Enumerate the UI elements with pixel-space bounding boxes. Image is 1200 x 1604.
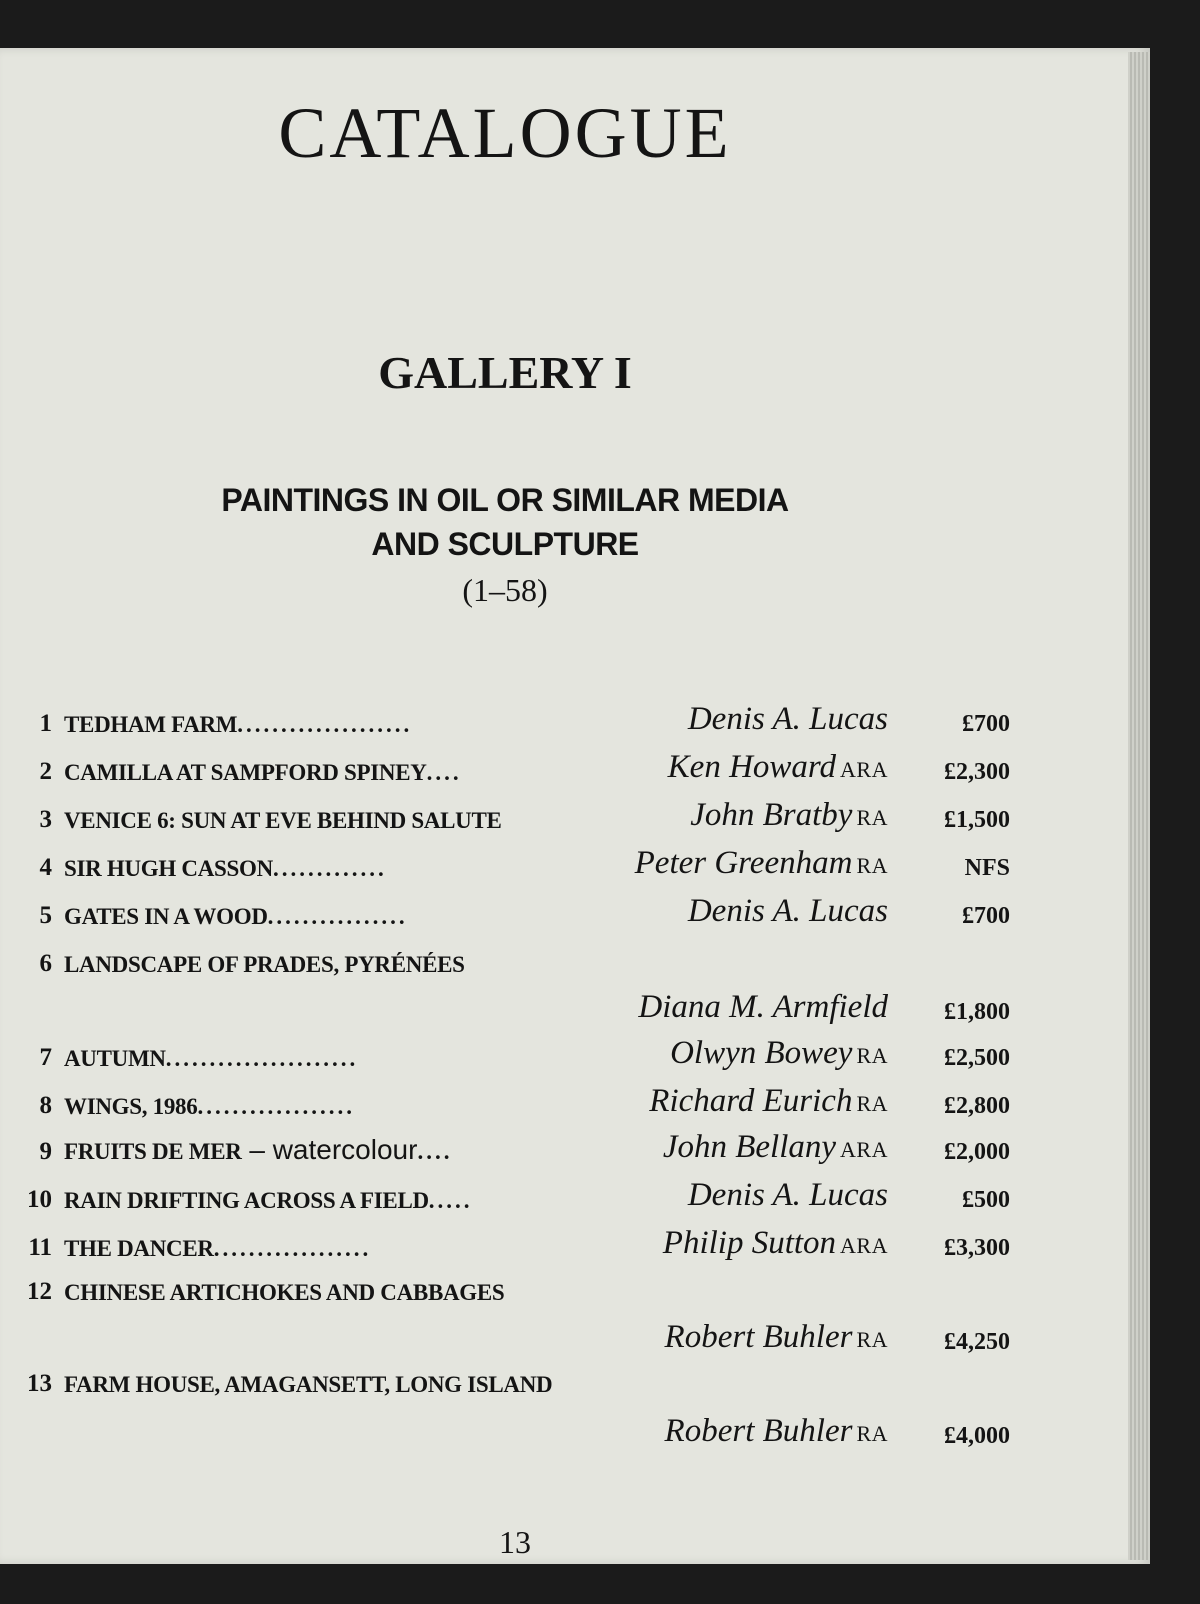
entry-artist: Philip Sutton <box>662 1225 837 1261</box>
catalogue-entry <box>0 1176 1150 1216</box>
catalogue-entry <box>0 1360 1150 1454</box>
entry-artist: Richard Eurich <box>649 1083 853 1119</box>
catalogue-entry <box>0 1128 1150 1168</box>
entry-leader-dots: .................... <box>237 712 413 737</box>
catalogue-page <box>0 48 1150 1564</box>
entry-honours: ARA <box>840 1137 888 1162</box>
entry-honours: ARA <box>840 757 888 782</box>
entry-number: 10 <box>27 1186 52 1213</box>
entry-honours: RA <box>856 1043 888 1068</box>
catalogue-entry <box>0 844 1150 884</box>
catalogue-entry <box>0 1082 1150 1122</box>
entry-title: TEDHAM FARM <box>64 712 238 737</box>
entry-number: 12 <box>27 1278 52 1305</box>
catalogue-entry <box>0 892 1150 932</box>
entry-number: 9 <box>39 1138 52 1165</box>
entry-leader-dots: ...................... <box>165 1046 359 1071</box>
entry-artist: John Bellany <box>662 1129 837 1165</box>
entry-title: WINGS, 1986 <box>64 1094 198 1119</box>
entry-title: FARM HOUSE, AMAGANSETT, LONG ISLAND <box>64 1372 553 1397</box>
entry-number: 5 <box>39 902 52 929</box>
catalogue-entry <box>0 1034 1150 1074</box>
entry-leader-dots: ..... <box>428 1188 473 1213</box>
entry-artist: Denis A. Lucas <box>687 1177 888 1213</box>
entry-honours: ARA <box>840 1233 888 1258</box>
catalogue-entry <box>0 748 1150 788</box>
catalogue-entry <box>0 700 1150 740</box>
entry-artist: Ken Howard <box>667 749 837 785</box>
section-heading <box>0 478 1010 566</box>
entry-leader-dots: .................. <box>197 1094 355 1119</box>
entry-honours: RA <box>856 853 888 878</box>
entry-title: FRUITS DE MER <box>64 1139 242 1164</box>
entry-artist: Olwyn Bowey <box>670 1035 853 1071</box>
entry-number: 8 <box>39 1092 52 1119</box>
entry-medium: – watercolour <box>241 1134 418 1165</box>
entry-artist: Robert Buhler <box>664 1319 853 1355</box>
entry-title: GATES IN A WOOD <box>64 904 268 929</box>
entry-number: 13 <box>27 1370 52 1397</box>
entry-title: CAMILLA AT SAMPFORD SPINEY <box>64 760 427 785</box>
entry-price: £4,000 <box>944 1423 1010 1449</box>
entry-number: 2 <box>39 758 52 785</box>
entry-artist: Robert Buhler <box>664 1413 853 1449</box>
entry-honours: RA <box>856 1327 888 1352</box>
entry-title: RAIN DRIFTING ACROSS A FIELD <box>64 1188 429 1213</box>
entry-artist: Peter Greenham <box>634 845 853 881</box>
entry-price: £2,300 <box>944 759 1010 785</box>
entry-price: £700 <box>962 903 1010 929</box>
page-number: 13 <box>499 1524 531 1560</box>
entry-price: NFS <box>964 855 1010 881</box>
entry-number: 7 <box>39 1044 52 1071</box>
entry-title: VENICE 6: SUN AT EVE BEHIND SALUTE <box>64 808 502 833</box>
catalogue-entry <box>0 1224 1150 1264</box>
entry-price: £1,500 <box>944 807 1010 833</box>
entry-title: THE DANCER <box>64 1236 214 1261</box>
entry-leader-dots: .... <box>426 760 462 785</box>
entry-price: £1,800 <box>944 999 1010 1025</box>
entry-price: £2,800 <box>944 1093 1010 1119</box>
entry-title: SIR HUGH CASSON <box>64 856 273 881</box>
entry-price: £2,000 <box>944 1139 1010 1165</box>
entry-number: 4 <box>39 854 52 881</box>
section-range: (1–58) <box>462 572 548 608</box>
section-heading-line-2: AND SCULPTURE <box>371 526 639 562</box>
section-heading-line-1: PAINTINGS IN OIL OR SIMILAR MEDIA <box>221 482 789 518</box>
entry-artist: Denis A. Lucas <box>687 701 888 737</box>
catalogue-entry <box>0 796 1150 836</box>
entry-honours: RA <box>856 1421 888 1446</box>
entry-leader-dots: .... <box>417 1139 453 1164</box>
catalogue-entry <box>0 1268 1150 1358</box>
entry-artist: Diana M. Armfield <box>638 989 888 1025</box>
entry-number: 3 <box>39 806 52 833</box>
entry-leader-dots: ................ <box>267 904 408 929</box>
entry-number: 6 <box>39 950 52 977</box>
entry-price: £4,250 <box>944 1329 1010 1355</box>
entry-price: £3,300 <box>944 1235 1010 1261</box>
page-edge <box>1128 52 1150 1560</box>
entry-price: £2,500 <box>944 1045 1010 1071</box>
entry-honours: RA <box>856 805 888 830</box>
entry-leader-dots: .................. <box>213 1236 372 1261</box>
entry-title: LANDSCAPE OF PRADES, PYRÉNÉES <box>64 952 465 977</box>
entry-title: AUTUMN <box>64 1046 166 1071</box>
entry-number: 1 <box>39 710 52 737</box>
entry-honours: RA <box>856 1091 888 1116</box>
entry-leader-dots: ............. <box>272 856 387 881</box>
entry-number: 11 <box>28 1234 52 1261</box>
entry-price: £700 <box>962 711 1010 737</box>
catalogue-entry <box>0 940 1150 1030</box>
entry-price: £500 <box>962 1187 1010 1213</box>
entry-artist: John Bratby <box>690 797 853 833</box>
catalogue-title: CATALOGUE <box>278 93 732 173</box>
entry-title: CHINESE ARTICHOKES AND CABBAGES <box>64 1280 505 1305</box>
gallery-title: GALLERY I <box>378 347 632 398</box>
entry-artist: Denis A. Lucas <box>687 893 888 929</box>
